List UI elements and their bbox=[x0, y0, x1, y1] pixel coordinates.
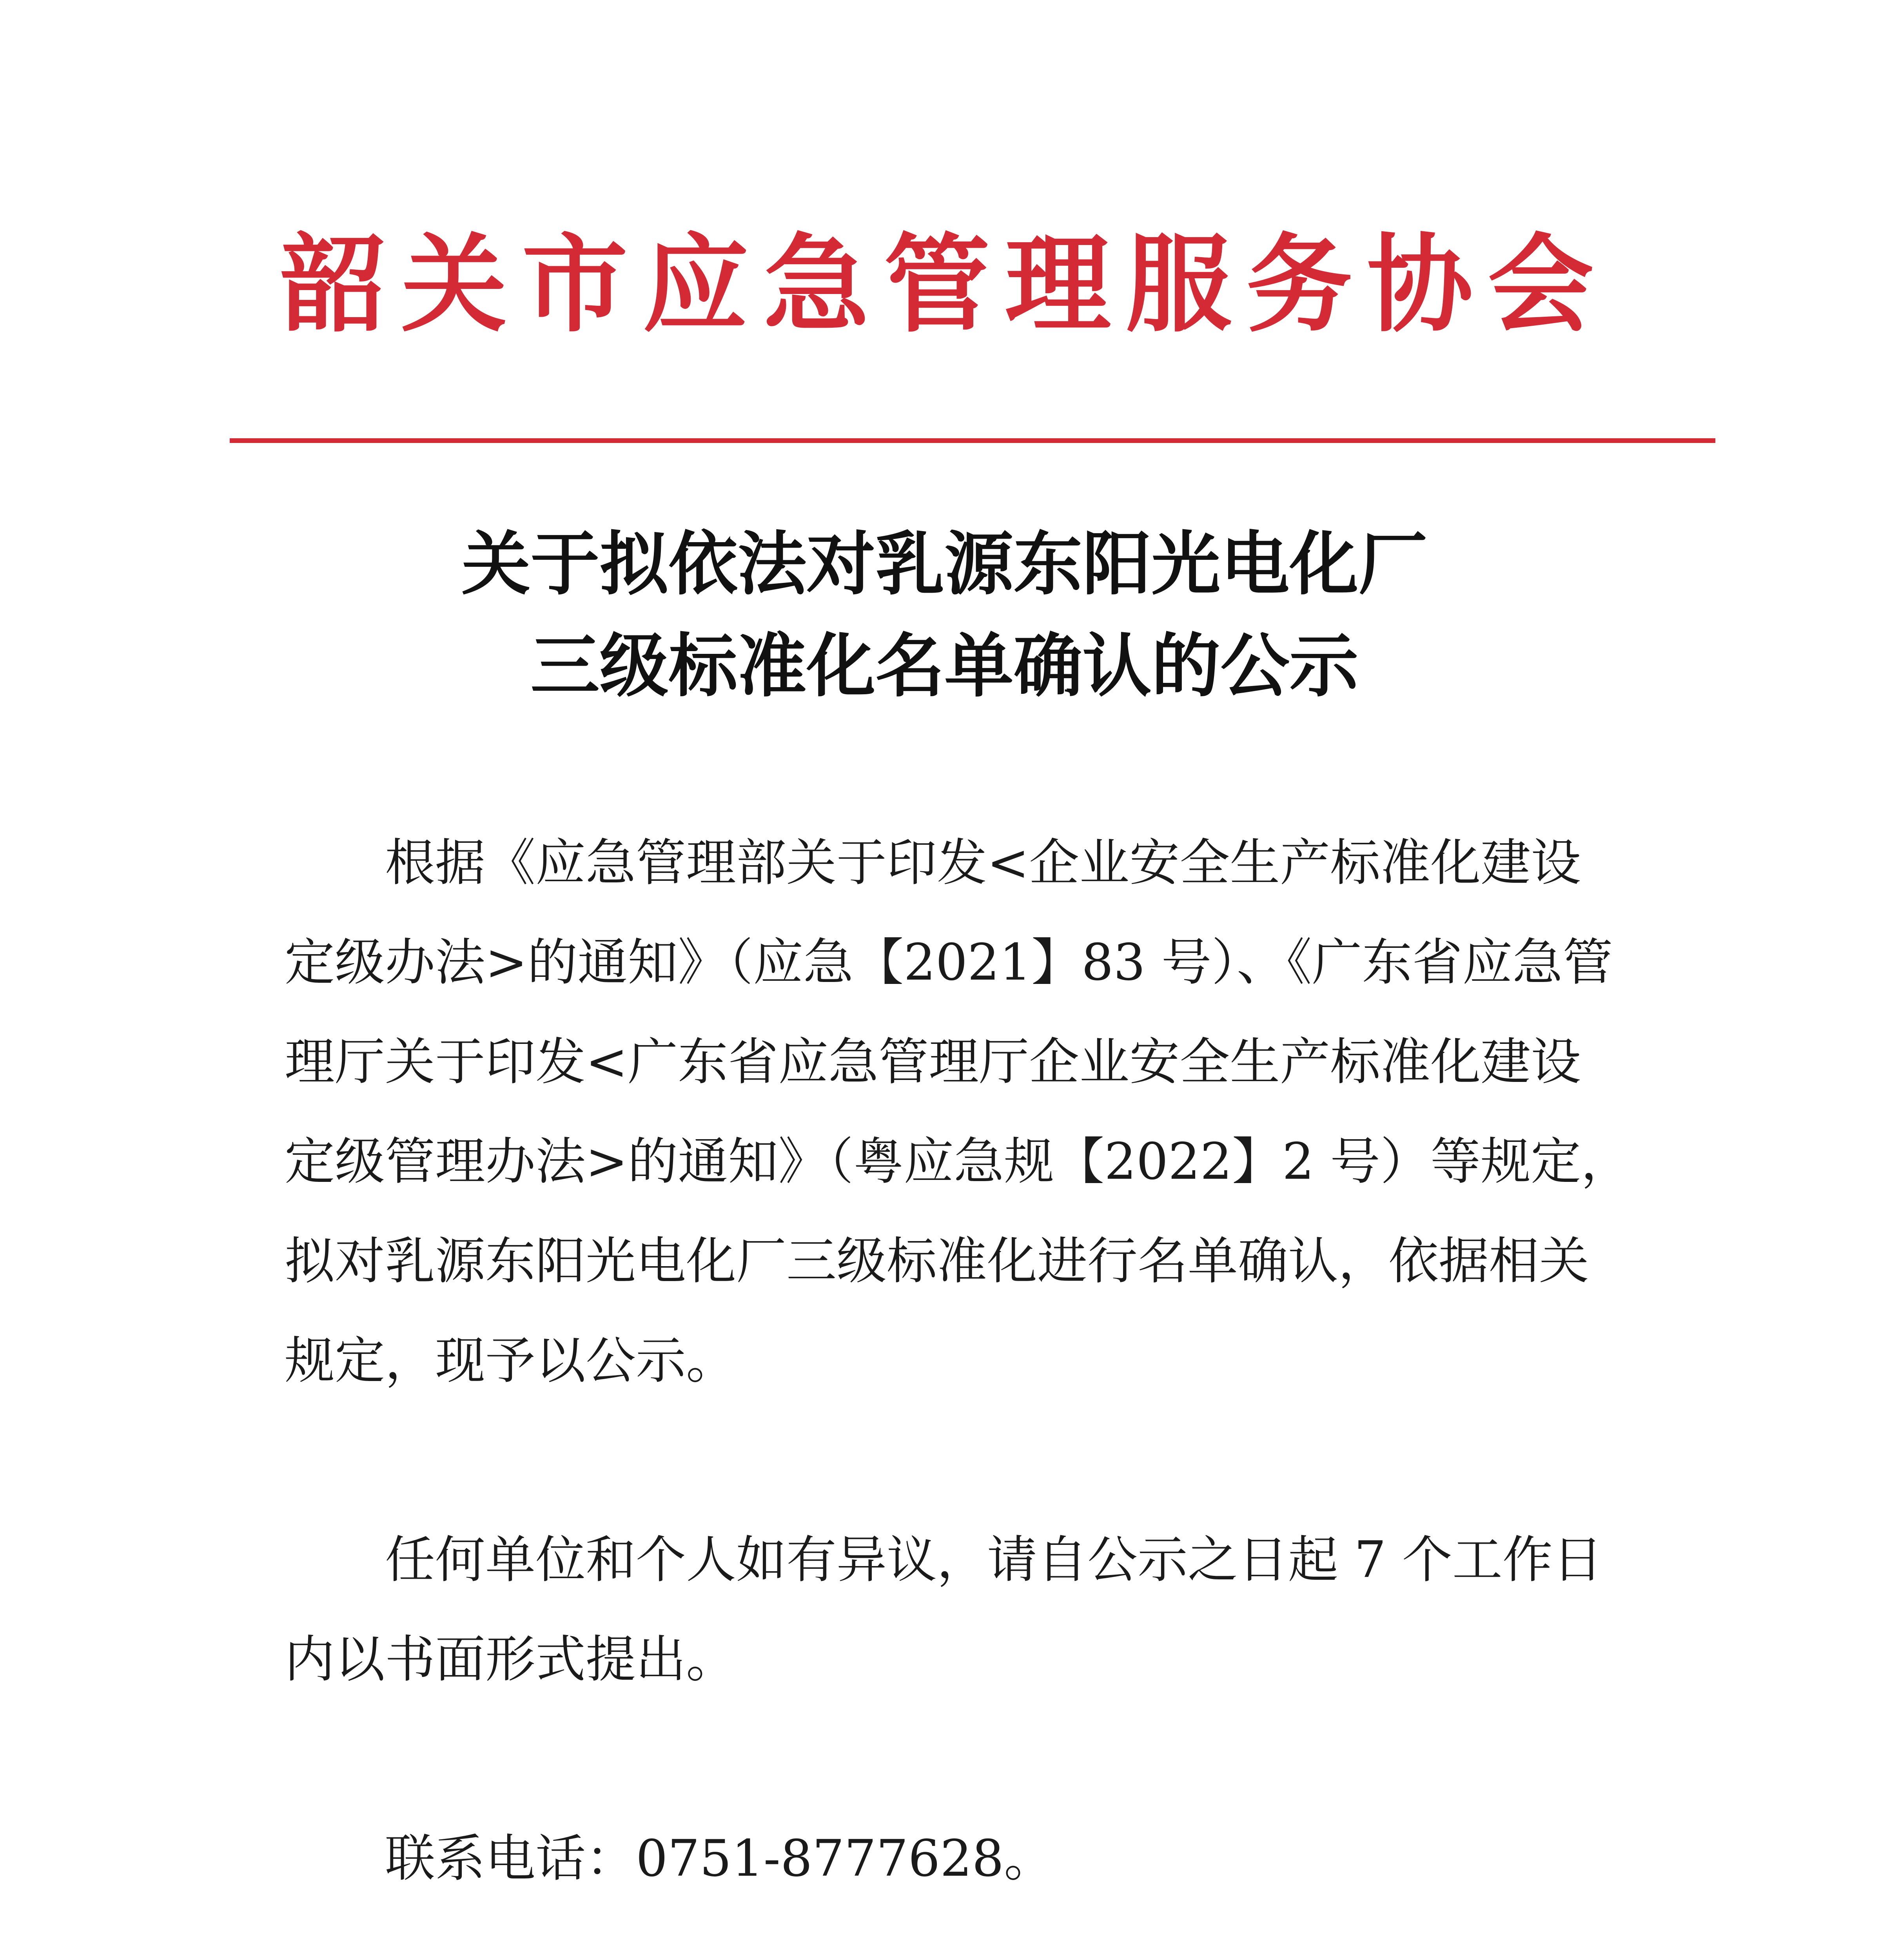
paragraph-spacer bbox=[285, 1909, 1649, 1960]
body-paragraph-1-line-5: 拟对乳源东阳光电化厂三级标准化进行名单确认，依据相关 bbox=[285, 1232, 1590, 1290]
letterhead-red-rule bbox=[230, 438, 1715, 443]
document-body bbox=[285, 813, 1649, 1960]
body-paragraph-1-line-3: 理厅关于印发<广东省应急管理厅企业安全生产标准化建设 bbox=[285, 1033, 1581, 1091]
body-paragraph-1-line-6: 规定，现予以公示。 bbox=[285, 1332, 737, 1390]
body-paragraph-1-line-4: 定级管理办法>的通知》（粤应急规【2022】2 号）等规定， bbox=[285, 1132, 1631, 1191]
paragraph-spacer bbox=[285, 1411, 1649, 1510]
body-paragraph-2-line-2: 内以书面形式提出。 bbox=[285, 1630, 737, 1689]
body-paragraph-2-line-1: 任何单位和个人如有异议，请自公示之日起 7 个工作日 bbox=[385, 1531, 1603, 1589]
document-title-line-2: 三级标准化名单确认的公示 bbox=[530, 626, 1359, 706]
letterhead-org-name: 韶关市应急管理服务协会 bbox=[280, 222, 1609, 347]
document-title-line-1: 关于拟依法对乳源东阳光电化厂 bbox=[461, 524, 1428, 604]
body-paragraph-1-line-1: 根据《应急管理部关于印发<企业安全生产标准化建设 bbox=[385, 834, 1581, 892]
body-paragraph-1-line-2: 定级办法>的通知》（应急【2021】83 号）、《广东省应急管 bbox=[285, 933, 1613, 992]
paragraph-spacer bbox=[285, 1710, 1649, 1809]
contact-phone-line: 联系电话：0751-8777628。 bbox=[385, 1829, 1054, 1888]
